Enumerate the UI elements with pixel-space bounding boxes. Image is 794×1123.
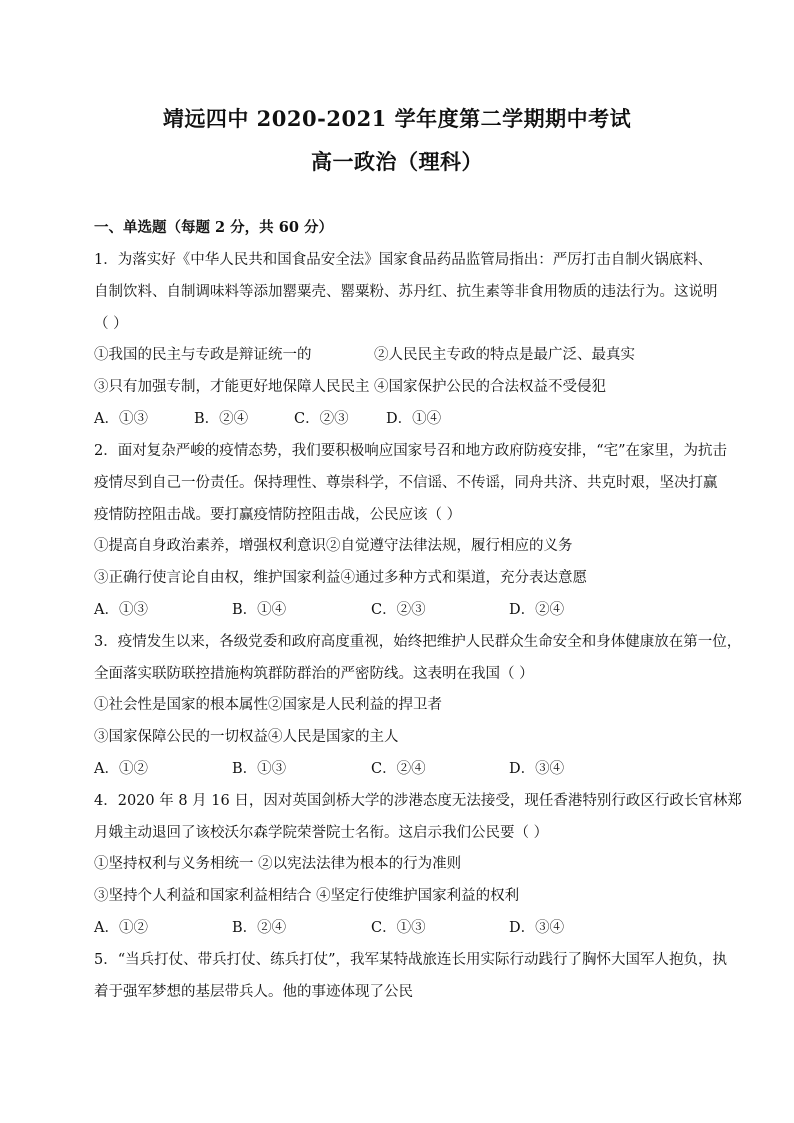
q2-option-a[interactable]: A．①③	[94, 602, 148, 618]
q3-statements-row-2: ③国家保障公民的一切权益④人民是国家的主人	[94, 729, 399, 745]
q2-statements-row-2: ③正确行使言论自由权，维护国家利益④通过多种方式和渠道，充分表达意愿	[94, 570, 587, 586]
q2-line-2: 疫情尽到自己一份责任。保持理性、尊崇科学，不信谣、不传谣，同舟共济、共克时艰，坚决打赢	[94, 475, 718, 491]
q3-statements-row-1: ①社会性是国家的根本属性②国家是人民利益的捍卫者	[94, 697, 442, 713]
q4-line-1: 4．2020 年 8 月 16 日，因对英国剑桥大学的涉港态度无法接受，现任香港特别行政区行政长官林郑	[94, 793, 742, 809]
q4-option-a[interactable]: A．①②	[94, 920, 148, 936]
q3-option-b[interactable]: B．①③	[232, 761, 287, 777]
q1-option-b[interactable]: B．②④	[194, 411, 249, 427]
q4-option-d[interactable]: D．③④	[509, 920, 565, 936]
q2-line-3: 疫情防控阻击战。要打赢疫情防控阻击战，公民应该（ ）	[94, 507, 462, 523]
q5-line-2: 着于强军梦想的基层带兵人。他的事迹体现了公民	[94, 984, 413, 1000]
q2-option-d[interactable]: D．②④	[509, 602, 565, 618]
q1-line-1: 1．为落实好《中华人民共和国食品安全法》国家食品药品监管局指出：严厉打击自制火锅底料、	[94, 252, 713, 268]
q1-line-3: （ ）	[94, 316, 128, 332]
q4-option-c[interactable]: C．①③	[371, 920, 426, 936]
q1-statement-2: ②人民民主专政的特点是最广泛、最真实	[374, 347, 635, 363]
q3-line-1: 3．疫情发生以来，各级党委和政府高度重视，始终把维护人民群众生命安全和身体健康放在第一位，	[94, 634, 742, 650]
q1-statement-4: ④国家保护公民的合法权益不受侵犯	[374, 379, 606, 395]
q4-statements-row-2: ③坚持个人利益和国家利益相结合 ④坚定行使维护国家利益的权利	[94, 888, 520, 904]
q1-line-2: 自制饮料、自制调味料等添加罂粟壳、罂粟粉、苏丹红、抗生素等非食用物质的违法行为。这说明	[94, 284, 718, 300]
q1-option-d[interactable]: D．①④	[386, 411, 442, 427]
q3-line-2: 全面落实联防联控措施构筑群防群治的严密防线。这表明在我国（ ）	[94, 666, 534, 682]
q4-option-b[interactable]: B．②④	[232, 920, 287, 936]
q3-option-a[interactable]: A．①②	[94, 761, 148, 777]
exam-title: 靖远四中 2020-2021 学年度第二学期期中考试	[162, 106, 632, 131]
q4-line-2: 月娥主动退回了该校沃尔森学院荣誉院士名衔。这启示我们公民要（ ）	[94, 825, 549, 841]
q1-option-a[interactable]: A．①③	[94, 411, 148, 427]
q2-option-c[interactable]: C．②③	[371, 602, 426, 618]
q3-option-d[interactable]: D．③④	[509, 761, 565, 777]
q2-line-1: 2．面对复杂严峻的疫情态势，我们要积极响应国家号召和地方政府防疫安排，“宅”在家里，为抗击	[94, 443, 728, 459]
q4-statements-row-1: ①坚持权利与义务相统一 ②以宪法法律为根本的行为准则	[94, 856, 462, 872]
q1-statement-1: ①我国的民主与专政是辩证统一的	[94, 347, 312, 363]
exam-subtitle: 高一政治（理科）	[311, 149, 483, 174]
q1-option-c[interactable]: C．②③	[294, 411, 349, 427]
q2-option-b[interactable]: B．①④	[232, 602, 287, 618]
section-heading: 一、单选题（每题 2 分，共 60 分）	[94, 219, 333, 236]
q5-line-1: 5．“当兵打仗、带兵打仗、练兵打仗”，我军某特战旅连长用实际行动践行了胸怀大国军人抱负，执	[94, 952, 728, 968]
q2-statements-row-1: ①提高自身政治素养，增强权利意识②自觉遵守法律法规，履行相应的义务	[94, 538, 573, 554]
q1-statement-3: ③只有加强专制，才能更好地保障人民民主	[94, 379, 370, 395]
q3-option-c[interactable]: C．②④	[371, 761, 426, 777]
